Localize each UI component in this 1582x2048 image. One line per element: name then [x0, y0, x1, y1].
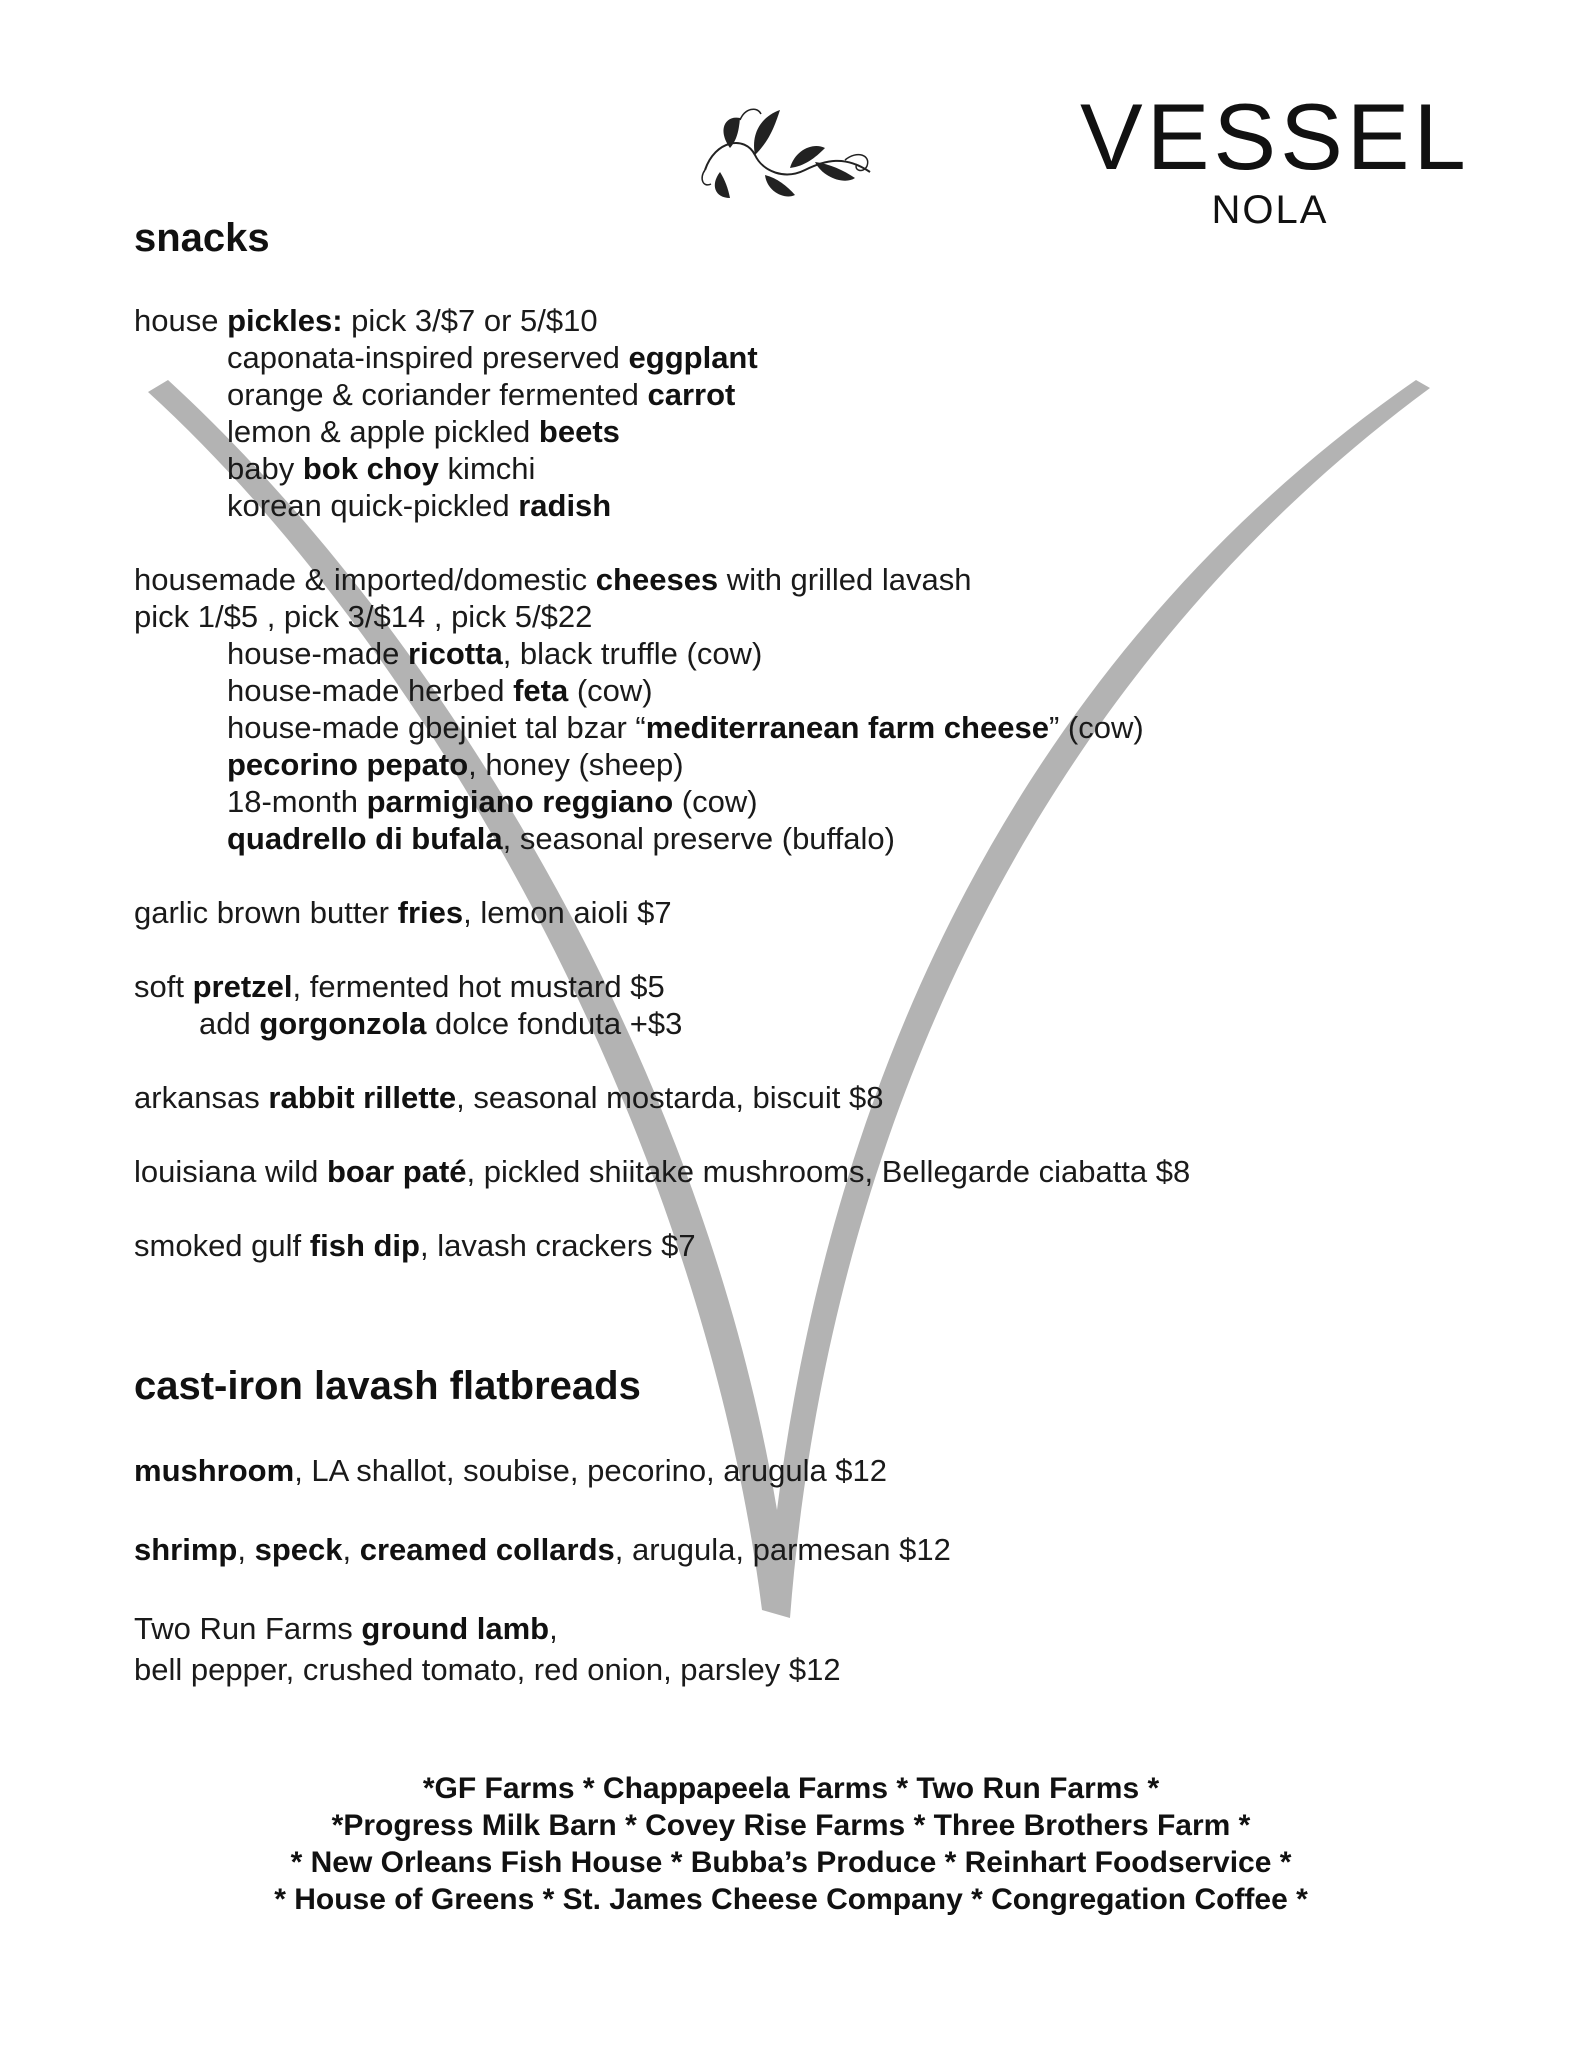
menu-item-pretzel-addon: add gorgonzola dolce fonduta +$3: [199, 1006, 683, 1041]
cheese-option: 18-month parmigiano reggiano (cow): [227, 784, 758, 819]
section-title-snacks: snacks: [134, 216, 270, 260]
credit-line: *GF Farms * Chappapeela Farms * Two Run Farms *: [422, 1772, 1160, 1805]
menu-item-rabbit-rillette: arkansas rabbit rillette, seasonal mostarda, biscuit $8: [134, 1080, 884, 1115]
pickle-option: lemon & apple pickled beets: [227, 414, 620, 449]
pickle-option: orange & coriander fermented carrot: [227, 377, 736, 412]
menu-item-pretzel: soft pretzel, fermented hot mustard $5: [134, 969, 665, 1004]
menu-item-fries: garlic brown butter fries, lemon aioli $7: [134, 895, 672, 930]
credit-line: * House of Greens * St. James Cheese Company * Congregation Coffee *: [274, 1883, 1308, 1916]
menu-item-cheeses: housemade & imported/domestic cheeses with grilled lavash: [134, 562, 972, 597]
brand-subtitle: NOLA: [1211, 188, 1329, 232]
pickle-option: korean quick-pickled radish: [227, 488, 612, 523]
menu-item-fish-dip: smoked gulf fish dip, lavash crackers $7: [134, 1228, 696, 1263]
menu-item-lamb-flatbread: Two Run Farms ground lamb,: [134, 1611, 558, 1646]
menu-item-mushroom-flatbread: mushroom, LA shallot, soubise, pecorino, arugula $12: [134, 1453, 888, 1488]
menu-item-boar-pate: louisiana wild boar paté, pickled shiitake mushrooms, Bellegarde ciabatta $8: [134, 1154, 1191, 1189]
section-title-flatbreads: cast-iron lavash flatbreads: [134, 1364, 641, 1408]
credit-line: * New Orleans Fish House * Bubba’s Produce * Reinhart Foodservice *: [290, 1846, 1292, 1879]
menu-item-shrimp-flatbread: shrimp, speck, creamed collards, arugula, parmesan $12: [134, 1532, 951, 1567]
brand-logo: [1080, 84, 1470, 232]
cheese-pricing: pick 1/$5 , pick 3/$14 , pick 5/$22: [134, 599, 593, 634]
cheese-option: quadrello di bufala, seasonal preserve (buffalo): [227, 821, 895, 856]
cheese-option: house-made ricotta, black truffle (cow): [227, 636, 763, 671]
cheese-option: house-made herbed feta (cow): [227, 673, 653, 708]
menu-item-pickles: house pickles: pick 3/$7 or 5/$10: [134, 303, 598, 338]
cheese-option: pecorino pepato, honey (sheep): [227, 747, 684, 782]
menu-item-lamb-flatbread-details: bell pepper, crushed tomato, red onion, parsley $12: [134, 1652, 841, 1687]
pickle-option: baby bok choy kimchi: [227, 451, 536, 486]
pickle-option: caponata-inspired preserved eggplant: [227, 340, 758, 375]
brand-name: VESSEL: [1080, 84, 1470, 189]
credit-line: *Progress Milk Barn * Covey Rise Farms * Three Brothers Farm *: [331, 1809, 1251, 1842]
cheese-option: house-made gbejniet tal bzar “mediterranean farm cheese” (cow): [227, 710, 1144, 745]
vine-flourish-icon: [695, 100, 880, 210]
farm-credits: [0, 1770, 1582, 1918]
